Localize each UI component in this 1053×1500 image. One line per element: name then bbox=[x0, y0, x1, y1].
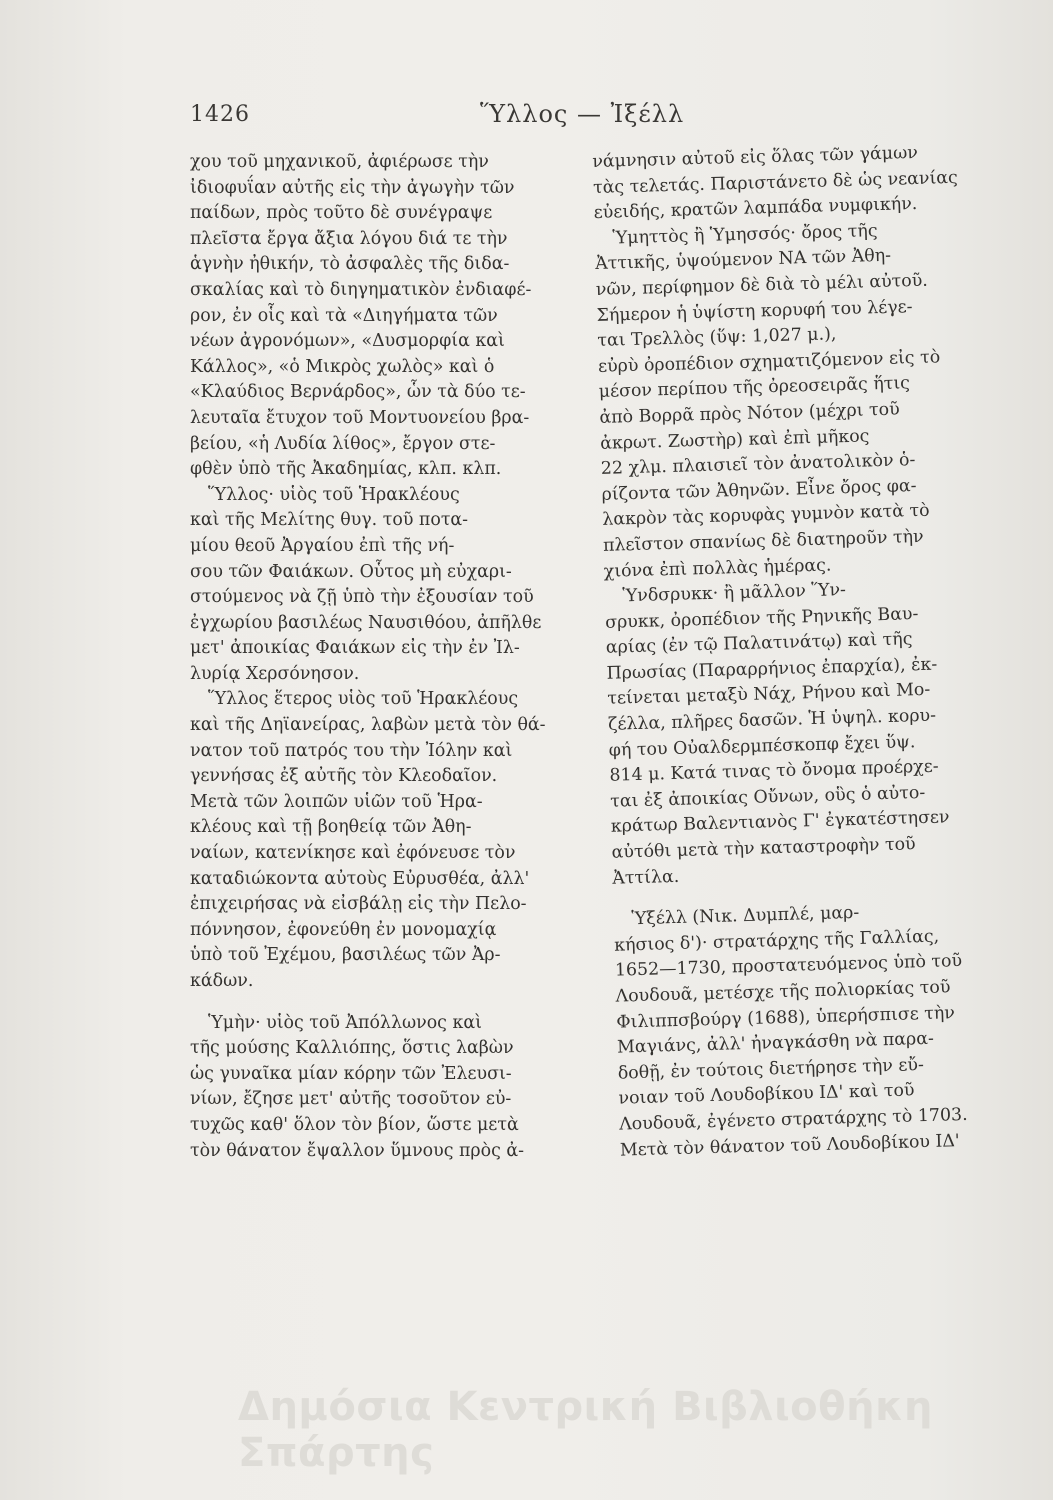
entry-heading-line: Ὑμηττὸς ἢ Ὑμησσός· ὄρος τῆς bbox=[612, 220, 878, 249]
text-line: λακρὸν τὰς κορυφὰς γυμνὸν κατὰ τὸ bbox=[602, 501, 930, 531]
text-line: νέων ἀγρονόμων», «Δυσμορφία καὶ bbox=[190, 331, 505, 352]
text-line: λυρίᾳ Χερσόνησον. bbox=[190, 663, 360, 684]
text-line: πόννησον, ἐφονεύθη ἐν μονομαχίᾳ bbox=[190, 919, 497, 940]
text-line: Κάλλος», «ὁ Μικρὸς χωλὸς» καὶ ὁ bbox=[190, 356, 495, 377]
entry-heading-line: Ὑξέλλ (Νικ. Δυμπλέ, μαρ- bbox=[631, 903, 860, 930]
text-line: εὐρὺ ὀροπέδιον σχηματιζόμενον εἰς τὸ bbox=[597, 347, 941, 377]
right-column bbox=[592, 139, 1005, 1164]
running-title: Ὕλλος — Ἰξέλλ bbox=[480, 100, 685, 128]
text-line: κήσιος δ')· στρατάρχης τῆς Γαλλίας, bbox=[613, 926, 940, 956]
text-line: Μετὰ τὸν θάνατον τοῦ Λουδοβίκου ΙΔ' bbox=[619, 1130, 960, 1161]
text-line: Μετὰ τῶν λοιπῶν υἱῶν τοῦ Ἡρα- bbox=[190, 791, 483, 812]
text-line: ἐγχωρίου βασιλέως Ναυσιθόου, ἀπῆλθε bbox=[190, 612, 542, 633]
text-line: ἁγνὴν ἠθικήν, τὸ ἀσφαλὲς τῆς διδα- bbox=[190, 254, 510, 275]
entry-heading-line: Ὑμὴν· υἱὸς τοῦ Ἀπόλλωνος καὶ bbox=[208, 1012, 482, 1033]
text-line: Μαγιάνς, ἀλλ' ἠναγκάσθη νὰ παρα- bbox=[616, 1028, 935, 1058]
text-line: ἀκρωτ. Ζωστὴρ) καὶ ἐπὶ μῆκος bbox=[599, 425, 870, 454]
text-line: βείου, «ἡ Λυδία λίθος», ἔργον στε- bbox=[190, 433, 496, 454]
text-line: αὐτόθι μετὰ τὴν καταστροφὴν τοῦ bbox=[611, 834, 916, 863]
text-line: λευταῖα ἔτυχον τοῦ Μοντυονείου βρα- bbox=[190, 407, 530, 428]
text-line: σκαλίας καὶ τὸ διηγηματικὸν ἐνδιαφέ- bbox=[190, 279, 532, 300]
text-line: ἐπιχειρήσας νὰ εἰσβάλῃ εἰς τὴν Πελο- bbox=[190, 894, 527, 915]
text-line: νίων, ἔζησε μετ' αὐτῆς τοσοῦτον εὐ- bbox=[190, 1089, 512, 1110]
text-line: ἰδιοφυΐαν αὐτῆς εἰς τὴν ἀγωγὴν τῶν bbox=[190, 177, 515, 198]
text-line: Φιλιππσβούργ (1688), ὑπερήσπισε τὴν bbox=[616, 1002, 956, 1033]
text-line: ρον, ἐν οἷς καὶ τὰ «Διηγήματα τῶν bbox=[190, 305, 498, 326]
text-line: νῶν, περίφημον δὲ διὰ τὸ μέλι αὐτοῦ. bbox=[595, 270, 929, 300]
text-line: «Κλαύδιος Βερνάρδος», ὧν τὰ δύο τε- bbox=[190, 382, 526, 403]
text-line: δοθῇ, ἐν τούτοις διετήρησε τὴν εὔ- bbox=[617, 1054, 925, 1084]
text-line: παίδων, πρὸς τοῦτο δὲ συνέγραψε bbox=[190, 203, 493, 224]
text-line: 814 μ. Κατά τινας τὸ ὄνομα προέρχε- bbox=[609, 756, 939, 787]
text-line: τυχῶς καθ' ὅλον τὸν βίον, ὥστε μετὰ bbox=[190, 1114, 519, 1135]
text-line: Λουδουᾶ, ἐγένετο στρατάρχης τὸ 1703. bbox=[618, 1104, 968, 1135]
text-line: σρυκκ, ὀροπέδιον τῆς Ρηνικῆς Βαυ- bbox=[604, 603, 919, 633]
left-column bbox=[190, 150, 570, 1164]
text-line: χου τοῦ μηχανικοῦ, ἀφιέρωσε τὴν bbox=[190, 152, 489, 172]
text-line: Λουδουᾶ, μετέσχε τῆς πολιορκίας τοῦ bbox=[615, 977, 951, 1007]
library-watermark: Δημόσια Κεντρική Βιβλιοθήκη Σπάρτης bbox=[238, 1384, 934, 1476]
text-line: μέσον περίπου τῆς ὀρεοσειρᾶς ἥτις bbox=[598, 373, 911, 403]
text-line: Σήμερον ἡ ὑψίστη κορυφή του λέγε- bbox=[596, 296, 913, 326]
text-line: ναίων, κατενίκησε καὶ ἐφόνευσε τὸν bbox=[190, 843, 516, 864]
text-line: νοιαν τοῦ Λουδοβίκου ΙΔ' καὶ τοῦ bbox=[618, 1080, 915, 1110]
text-line: Ἀττίλα. bbox=[612, 866, 680, 889]
text-line: καταδιώκοντα αὐτοὺς Εὐρυσθέα, ἀλλ' bbox=[190, 868, 530, 889]
text-line: φή του Οὐαλδερμπέσκοπφ ἔχει ὕψ. bbox=[608, 731, 916, 761]
text-line: 22 χλμ. πλαισιεῖ τὸν ἀνατολικὸν ὁ- bbox=[600, 450, 916, 479]
text-line: γεννήσας ἐξ αὐτῆς τὸν Κλεοδαῖον. bbox=[190, 766, 498, 787]
text-line: ρίζοντα τῶν Ἀθηνῶν. Εἶνε ὄρος φα- bbox=[601, 475, 917, 505]
text-line: νατον τοῦ πατρός του τὴν Ἰόλην καὶ bbox=[190, 740, 513, 761]
text-line: κλέους καὶ τῇ βοηθείᾳ τῶν Ἀθη- bbox=[190, 817, 472, 838]
text-line: ὑπὸ τοῦ Ἐχέμου, βασιλέως τῶν Ἀρ- bbox=[190, 945, 501, 966]
text-line: τὰς τελετάς. Παριστάνετο δὲ ὡς νεανίας bbox=[592, 167, 959, 198]
text-line: χιόνα ἐπὶ πολλὰς ἡμέρας. bbox=[603, 554, 832, 582]
text-line: Ἀττικῆς, ὑψούμενον ΝΑ τῶν Ἀθη- bbox=[594, 246, 892, 275]
entry-heading-line: Ὕλλος· υἱὸς τοῦ Ἡρακλέους bbox=[208, 484, 460, 505]
text-line: 1652—1730, προστατευόμενος ὑπὸ τοῦ bbox=[614, 951, 963, 982]
text-line: ται ἐξ ἀποικίας Οὔνων, οὓς ὁ αὐτο- bbox=[609, 782, 926, 812]
text-line: μίου θεοῦ Ἀργαίου ἐπὶ τῆς νή- bbox=[190, 535, 455, 556]
text-line: τείνεται μεταξὺ Νάχ, Ρήνου καὶ Μο- bbox=[607, 680, 931, 710]
text-line: ται Τρελλὸς (ὕψ: 1,027 μ.), bbox=[597, 324, 837, 352]
page-header bbox=[190, 96, 970, 132]
text-line: ἀπὸ Βορρᾶ πρὸς Νότον (μέχρι τοῦ bbox=[599, 399, 900, 428]
text-line: αρίας (ἐν τῷ Παλατινάτῳ) καὶ τῆς bbox=[605, 629, 913, 659]
text-line: καὶ τῆς Δηϊανείρας, λαβὼν μετὰ τὸν θά- bbox=[190, 715, 546, 736]
text-line: ὡς γυναῖκα μίαν κόρην τῶν Ἐλευσι- bbox=[190, 1063, 512, 1084]
text-line: πλεῖστον σπανίως δὲ διατηροῦν τὴν bbox=[602, 526, 924, 556]
entry-heading-line: Ὕλλος ἕτερος υἱὸς τοῦ Ἡρακλέους bbox=[208, 689, 519, 710]
text-line: στούμενος νὰ ζῇ ὑπὸ τὴν ἐξουσίαν τοῦ bbox=[190, 587, 534, 608]
text-line: φθὲν ὑπὸ τῆς Ἀκαδημίας, κλπ. κλπ. bbox=[190, 459, 502, 480]
text-line: κάδων. bbox=[190, 971, 254, 991]
text-line: νάμνησιν αὐτοῦ εἰς ὅλας τῶν γάμων bbox=[592, 142, 919, 172]
page-number: 1426 bbox=[190, 102, 250, 127]
text-line: κράτωρ Βαλεντιανὸς Γ' ἐγκατέστησεν bbox=[610, 807, 950, 838]
text-line: μετ' ἀποικίας Φαιάκων εἰς τὴν ἐν Ἰλ- bbox=[190, 638, 520, 659]
text-line: καὶ τῆς Μελίτης θυγ. τοῦ ποτα- bbox=[190, 510, 469, 531]
text-line: εὐειδής, κρατῶν λαμπάδα νυμφικήν. bbox=[593, 194, 918, 224]
entry-heading-line: Ὑνδσρυκκ· ἢ μᾶλλον Ὕν- bbox=[622, 580, 847, 607]
text-line: τῆς μούσης Καλλιόπης, ὅστις λαβὼν bbox=[190, 1038, 514, 1059]
entry-gap bbox=[190, 995, 570, 1011]
text-line: τὸν θάνατον ἔψαλλον ὕμνους πρὸς ἀ- bbox=[190, 1140, 525, 1161]
text-line: σου τῶν Φαιάκων. Οὗτος μὴ εὐχαρι- bbox=[190, 561, 512, 582]
text-line: πλεῖστα ἔργα ἄξια λόγου διά τε τὴν bbox=[190, 228, 508, 249]
text-line: ζέλλα, πλῆρες δασῶν. Ἡ ὑψηλ. κορυ- bbox=[607, 705, 937, 735]
text-line: Πρωσίας (Παραρρήνιος ἐπαρχία), ἐκ- bbox=[606, 654, 938, 684]
